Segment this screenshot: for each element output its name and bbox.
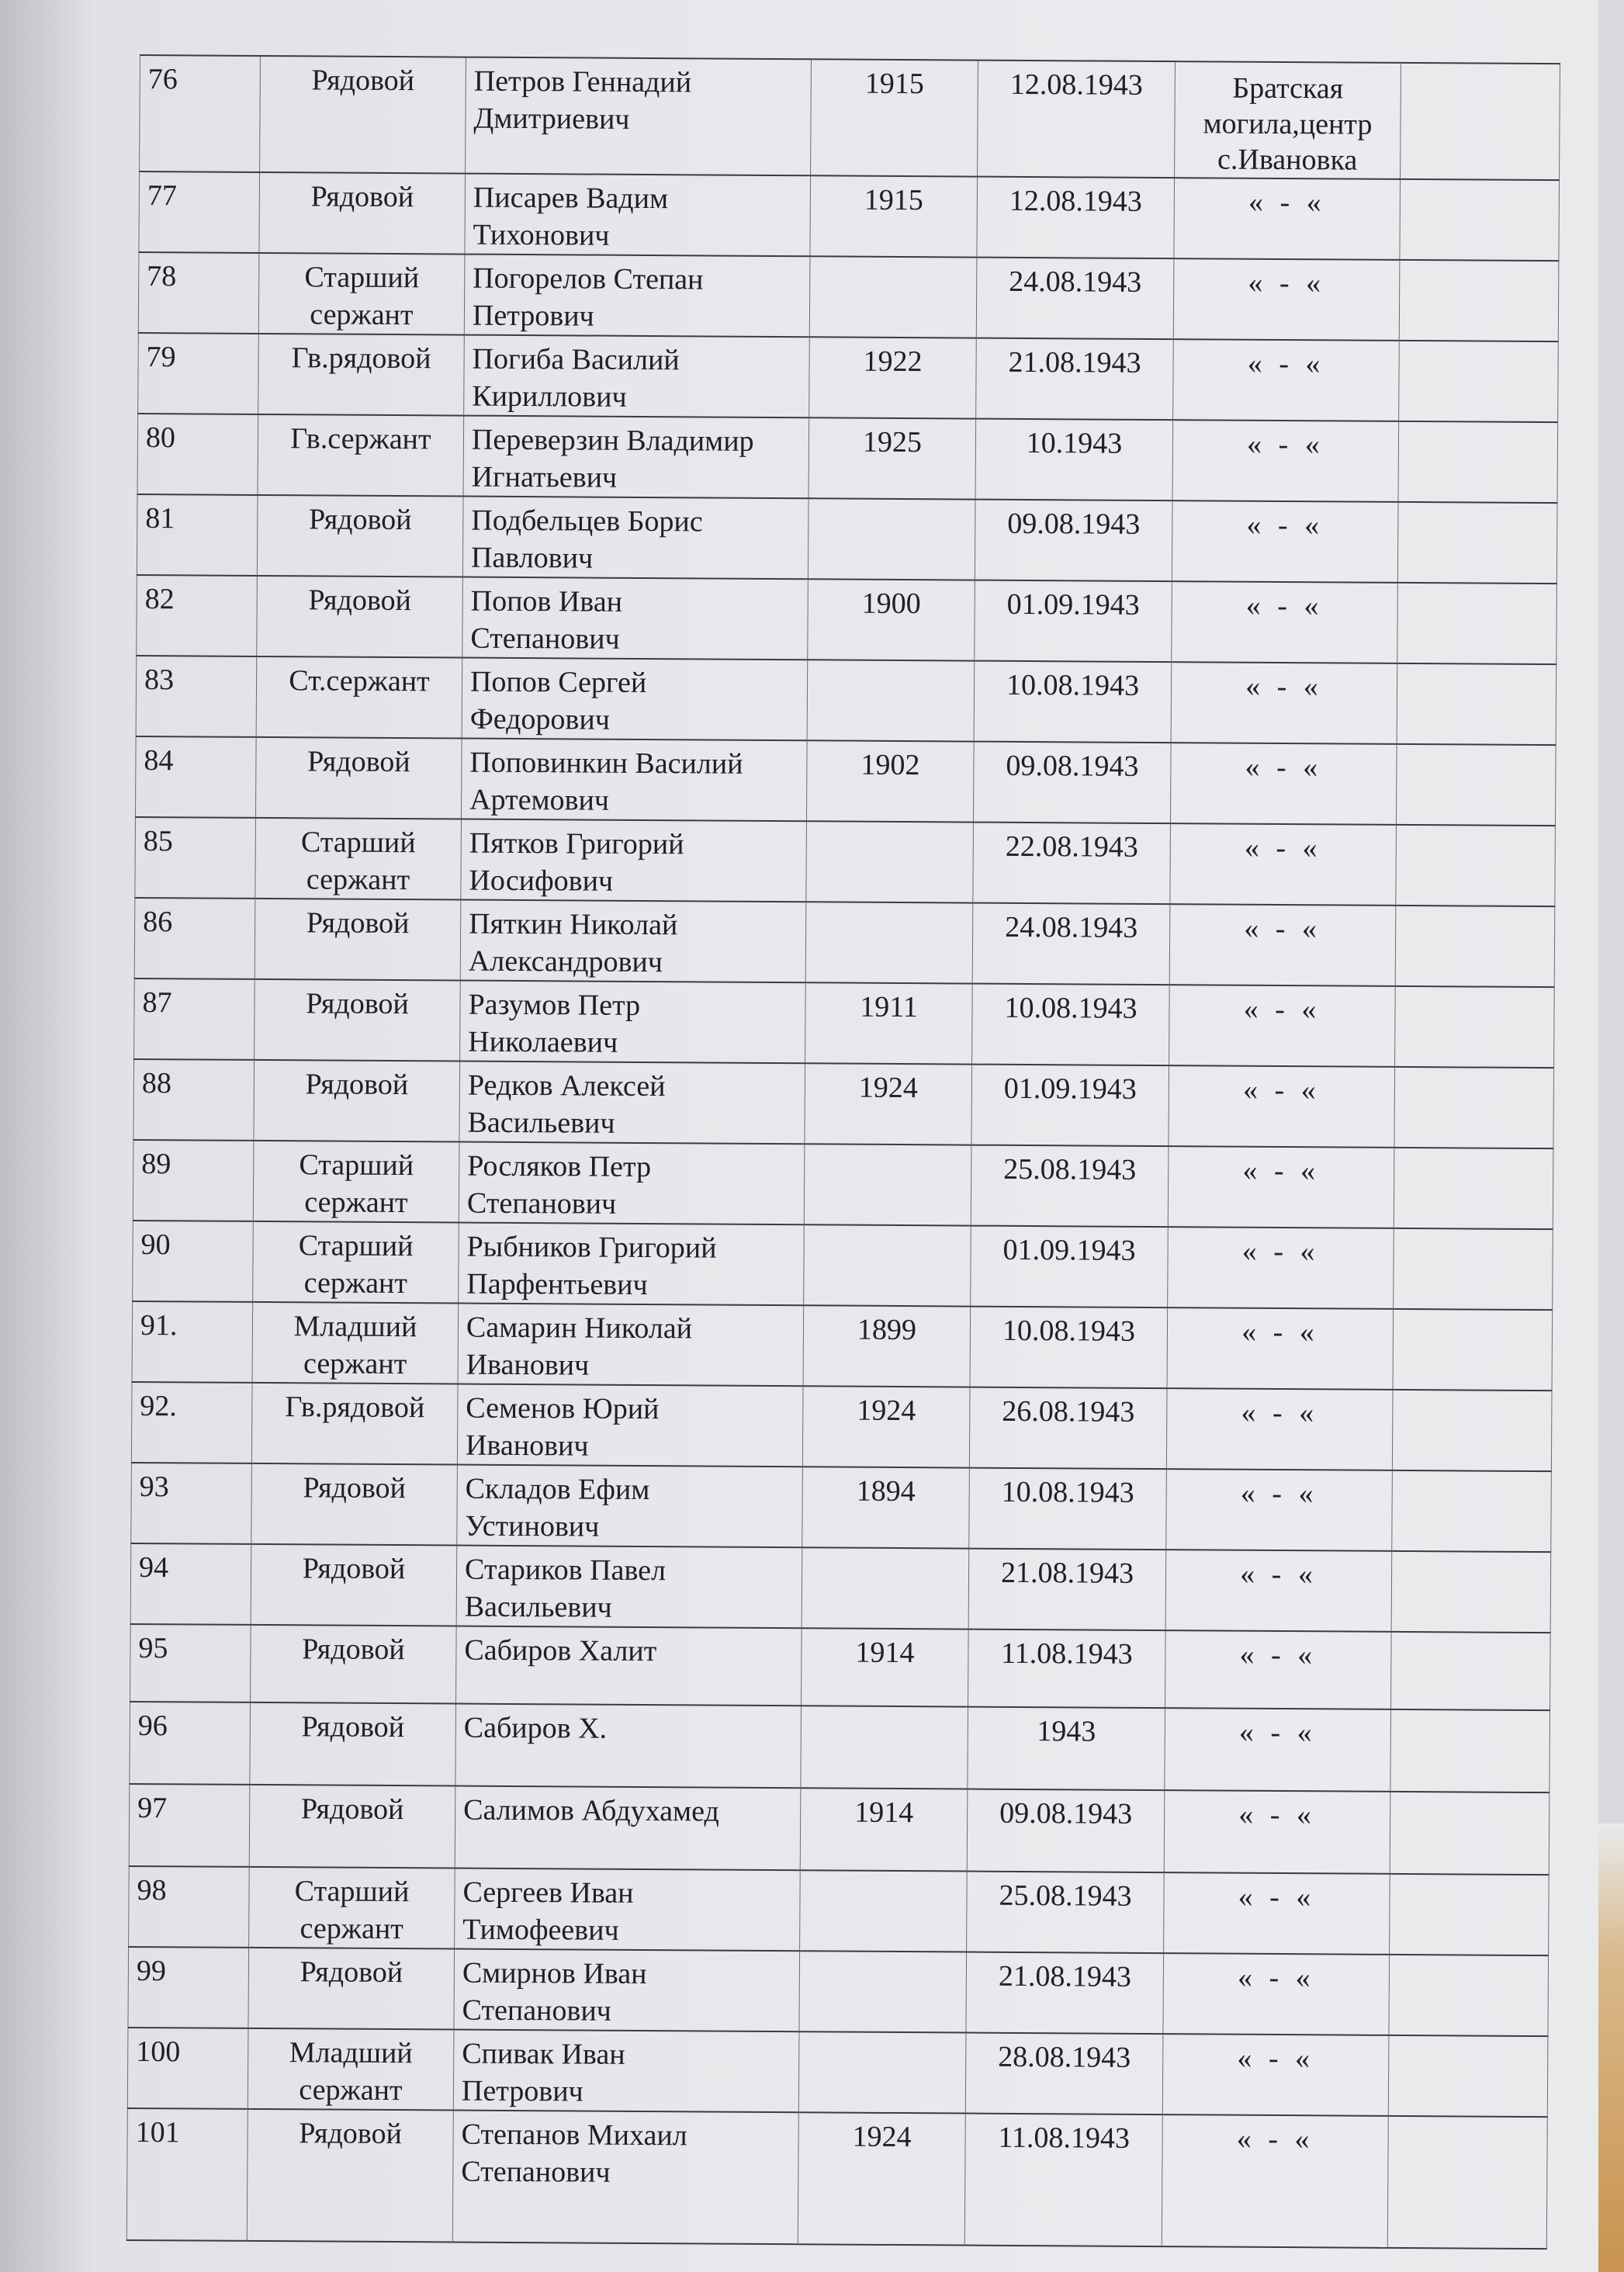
death-date: 11.08.1943 <box>968 1630 1166 1709</box>
full-name <box>457 1384 803 1467</box>
table-row <box>128 1947 1549 2036</box>
notes-cell <box>1395 906 1555 987</box>
military-rank: Старший сержант <box>249 1867 455 1949</box>
full-name <box>464 335 810 418</box>
name-line-2: Николаевич <box>468 1025 618 1059</box>
name-line-1: Степанов Михаил <box>461 2118 687 2153</box>
death-date: 25.08.1943 <box>967 1872 1165 1954</box>
name-line-2: Павлович <box>470 541 594 575</box>
row-number: 83 <box>136 656 257 737</box>
death-date: 26.08.1943 <box>969 1387 1167 1470</box>
death-date: 10.1943 <box>975 419 1173 501</box>
full-name <box>462 658 808 741</box>
table-row <box>134 898 1555 987</box>
name-line-1: Петров Геннадий <box>473 64 692 99</box>
birth-year: 1902 <box>806 740 974 822</box>
name-line-1: Салимов Абдухамед <box>463 1793 719 1828</box>
full-name <box>463 416 809 499</box>
birth-year <box>798 2031 966 2113</box>
burial-place: « - « <box>1167 1307 1394 1390</box>
birth-year <box>807 660 975 741</box>
full-name <box>453 2030 799 2113</box>
roster-body <box>126 55 1560 2249</box>
table-row <box>133 1059 1554 1148</box>
death-date: 12.08.1943 <box>978 61 1176 178</box>
birth-year <box>802 1547 969 1629</box>
name-line-1: Поповинкин Василий <box>469 746 743 781</box>
death-date: 09.08.1943 <box>967 1789 1165 1873</box>
notes-cell <box>1392 1470 1552 1552</box>
notes-cell <box>1394 1067 1554 1148</box>
notes-cell <box>1393 1309 1553 1391</box>
military-rank: Гв.сержант <box>258 414 464 497</box>
death-date: 28.08.1943 <box>965 2033 1163 2115</box>
notes-cell <box>1394 1228 1553 1310</box>
military-rank: Ст.сержант <box>256 656 462 739</box>
row-number: 80 <box>137 414 258 495</box>
table-row <box>140 55 1560 180</box>
name-line-2: Игнатьевич <box>471 460 618 494</box>
burial-place: « - « <box>1174 178 1401 260</box>
death-date: 12.08.1943 <box>977 177 1175 259</box>
full-name <box>462 577 809 660</box>
table-row <box>130 1702 1550 1792</box>
burial-place: « - « <box>1171 662 1397 744</box>
military-rank: Рядовой <box>251 1544 457 1626</box>
notes-cell <box>1390 1792 1550 1875</box>
notes-cell <box>1390 1709 1550 1792</box>
notes-cell <box>1397 663 1556 745</box>
name-line-1: Сабиров Х. <box>463 1711 608 1745</box>
notes-cell <box>1389 1955 1549 2036</box>
birth-year <box>808 498 975 580</box>
birth-year <box>806 821 974 902</box>
death-date: 01.09.1943 <box>971 1226 1169 1308</box>
full-name <box>459 1223 805 1306</box>
full-name <box>459 1142 805 1225</box>
row-number: 92. <box>131 1382 252 1463</box>
name-line-1: Рыбников Григорий <box>466 1230 717 1265</box>
row-number: 93 <box>131 1463 252 1544</box>
notes-cell <box>1401 63 1560 180</box>
full-name <box>466 57 812 176</box>
military-rank: Рядовой <box>248 1948 455 2030</box>
death-date: 21.08.1943 <box>968 1549 1166 1631</box>
paper-shadow <box>0 0 93 2272</box>
full-name <box>459 1062 805 1145</box>
notes-cell <box>1392 1390 1552 1471</box>
death-date: 25.08.1943 <box>971 1145 1169 1228</box>
row-number: 76 <box>140 55 261 172</box>
row-number: 96 <box>130 1702 251 1785</box>
row-number: 79 <box>138 333 259 414</box>
birth-year: 1922 <box>809 337 977 418</box>
military-rank: Рядовой <box>249 1785 455 1869</box>
burial-place: « - « <box>1163 1953 1390 2035</box>
death-date: 10.08.1943 <box>969 1468 1167 1550</box>
full-name <box>460 981 806 1064</box>
name-line-1: Редков Алексей <box>467 1068 666 1103</box>
military-rank: Старший сержант <box>258 253 465 335</box>
military-rank: Гв.рядовой <box>251 1383 458 1465</box>
name-line-1: Попов Сергей <box>469 665 647 700</box>
name-line-1: Погорелов Степан <box>473 261 704 296</box>
military-rank: Рядовой <box>247 2109 453 2243</box>
name-line-1: Складов Ефим <box>465 1472 650 1507</box>
death-date: 01.09.1943 <box>971 1065 1169 1147</box>
birth-year <box>800 1870 968 1952</box>
notes-cell <box>1397 502 1557 584</box>
death-date: 1943 <box>968 1707 1165 1791</box>
name-line-2: Степанович <box>470 622 620 656</box>
name-line-1: Стариков Павел <box>464 1553 667 1588</box>
burial-place: Братская могила,центр с.Ивановка <box>1175 61 1401 179</box>
burial-place: « - « <box>1170 743 1397 825</box>
military-rank: Рядовой <box>255 737 462 819</box>
burial-place: « - « <box>1165 1630 1392 1709</box>
full-name <box>461 739 807 822</box>
row-number: 84 <box>135 736 256 818</box>
table-row <box>138 252 1559 341</box>
name-line-2: Степанович <box>461 2155 611 2189</box>
name-line-1: Спивак Иван <box>462 2037 625 2071</box>
row-number: 91. <box>132 1301 253 1383</box>
notes-cell <box>1396 825 1556 906</box>
name-line-1: Попов Иван <box>470 584 623 618</box>
burial-place: « - « <box>1172 581 1398 663</box>
birth-year: 1915 <box>810 175 978 257</box>
military-rank: Младший сержант <box>248 2028 454 2111</box>
notes-cell <box>1387 2116 1547 2249</box>
birth-year: 1894 <box>802 1467 970 1548</box>
name-line-1: Пяткин Николай <box>469 907 678 942</box>
name-line-1: Погиба Василий <box>472 342 680 377</box>
birth-year: 1915 <box>811 59 978 176</box>
table-row <box>135 817 1556 906</box>
row-number: 90 <box>133 1221 254 1302</box>
notes-cell <box>1395 986 1555 1068</box>
burial-place: « - « <box>1172 500 1398 583</box>
burial-place: « - « <box>1169 985 1396 1067</box>
death-date: 21.08.1943 <box>966 1952 1164 2035</box>
military-rank: Рядовой <box>255 899 461 981</box>
military-rank: Старший сержант <box>253 1141 459 1223</box>
name-line-2: Петрович <box>461 2074 583 2108</box>
table-row <box>137 414 1558 503</box>
military-rank: Рядовой <box>257 495 463 577</box>
notes-cell <box>1396 744 1556 826</box>
military-rank: Рядовой <box>259 172 466 255</box>
full-name <box>458 1304 804 1387</box>
name-line-1: Смирнов Иван <box>462 1956 647 1991</box>
row-number: 97 <box>129 1784 250 1867</box>
burial-place: « - « <box>1165 1708 1391 1792</box>
birth-year: 1914 <box>802 1628 969 1706</box>
notes-cell <box>1397 583 1557 664</box>
notes-cell <box>1399 260 1559 341</box>
military-rank: Старший сержант <box>253 1221 459 1304</box>
birth-year <box>804 1144 971 1225</box>
burial-place: « - « <box>1172 420 1399 502</box>
name-line-2: Тимофеевич <box>462 1913 619 1947</box>
full-name <box>454 1949 800 2032</box>
military-rank: Младший сержант <box>252 1302 459 1384</box>
military-rank: Рядовой <box>251 1625 457 1704</box>
row-number: 88 <box>133 1059 255 1141</box>
table-row <box>134 978 1555 1068</box>
burial-place: « - « <box>1164 1872 1390 1955</box>
notes-cell <box>1391 1551 1551 1633</box>
wooden-surface-edge <box>1598 1823 1624 2272</box>
name-line-1: Разумов Петр <box>468 988 641 1022</box>
row-number: 81 <box>137 494 258 576</box>
name-line-2: Тихонович <box>473 218 610 252</box>
full-name <box>452 2111 798 2245</box>
full-name <box>462 497 809 580</box>
table-row <box>138 333 1559 422</box>
full-name <box>460 900 806 983</box>
burial-roster-table <box>126 54 1560 2249</box>
name-line-2: Иосифович <box>469 864 614 898</box>
birth-year: 1914 <box>800 1788 968 1871</box>
row-number: 82 <box>137 575 258 656</box>
birth-year: 1911 <box>805 982 973 1064</box>
name-line-2: Васильевич <box>464 1590 612 1624</box>
table-row <box>131 1382 1552 1471</box>
name-line-1: Писарев Вадим <box>473 181 669 216</box>
birth-year: 1924 <box>802 1386 970 1467</box>
name-line-2: Устинович <box>465 1509 600 1543</box>
military-rank: Рядовой <box>260 56 466 174</box>
death-date: 21.08.1943 <box>976 338 1174 421</box>
name-line-1: Сабиров Халит <box>464 1633 657 1668</box>
name-line-1: Росляков Петр <box>467 1149 652 1184</box>
table-row <box>132 1301 1553 1391</box>
name-line-2: Дмитриевич <box>473 102 630 136</box>
birth-year <box>805 902 973 983</box>
death-date: 01.09.1943 <box>975 580 1172 663</box>
burial-place: « - « <box>1166 1388 1393 1470</box>
table-row <box>130 1624 1551 1710</box>
burial-place: « - « <box>1168 1146 1394 1228</box>
notes-cell <box>1394 1148 1553 1229</box>
full-name <box>456 1546 802 1629</box>
name-line-2: Федорович <box>469 702 611 736</box>
row-number: 99 <box>128 1947 249 2028</box>
row-number: 89 <box>133 1140 254 1221</box>
row-number: 94 <box>130 1543 251 1625</box>
table-row <box>136 656 1556 745</box>
name-line-1: Семенов Юрий <box>466 1391 660 1426</box>
birth-year: 1899 <box>803 1305 971 1387</box>
military-rank: Рядовой <box>251 1463 458 1546</box>
burial-place: « - « <box>1173 258 1400 341</box>
full-name <box>457 1465 803 1548</box>
name-line-2: Петрович <box>472 299 594 333</box>
row-number: 95 <box>130 1624 251 1702</box>
death-date: 24.08.1943 <box>976 258 1174 340</box>
birth-year: 1924 <box>798 2112 965 2245</box>
death-date: 24.08.1943 <box>972 903 1170 985</box>
death-date: 11.08.1943 <box>964 2114 1162 2247</box>
birth-year <box>809 256 977 338</box>
table-row <box>126 2108 1547 2249</box>
birth-year <box>804 1224 971 1306</box>
birth-year: 1900 <box>808 579 975 660</box>
full-name <box>464 255 810 338</box>
notes-cell <box>1400 179 1560 261</box>
death-date: 10.08.1943 <box>974 661 1172 743</box>
burial-place: « - « <box>1166 1469 1393 1551</box>
burial-place: « - « <box>1170 823 1397 906</box>
birth-year <box>799 1951 967 2032</box>
burial-place: « - « <box>1165 1550 1392 1632</box>
row-number: 100 <box>127 2028 248 2109</box>
military-rank: Старший сержант <box>255 818 462 900</box>
death-date: 09.08.1943 <box>973 742 1171 824</box>
notes-cell <box>1399 341 1559 422</box>
table-row <box>127 2028 1548 2117</box>
row-number: 78 <box>138 252 259 334</box>
row-number: 87 <box>134 978 255 1060</box>
table-row <box>137 494 1557 584</box>
death-date: 09.08.1943 <box>975 500 1172 582</box>
burial-place: « - « <box>1162 2034 1389 2116</box>
name-line-1: Пятков Григорий <box>469 826 684 861</box>
military-rank: Рядовой <box>255 979 461 1062</box>
name-line-2: Степанович <box>466 1186 617 1221</box>
table-row <box>137 575 1557 664</box>
birth-year <box>801 1706 968 1789</box>
row-number: 86 <box>134 898 255 979</box>
table-row <box>139 171 1560 261</box>
table-row <box>133 1140 1553 1229</box>
burial-place: « - « <box>1169 1065 1395 1148</box>
death-date: 22.08.1943 <box>973 823 1171 905</box>
full-name <box>455 1869 801 1952</box>
full-name <box>465 174 811 257</box>
table-row <box>129 1866 1550 1955</box>
death-date: 10.08.1943 <box>970 1307 1168 1389</box>
military-rank: Рядовой <box>257 576 463 658</box>
row-number: 98 <box>129 1866 250 1948</box>
row-number: 101 <box>126 2108 248 2241</box>
table-row <box>131 1463 1552 1552</box>
name-line-2: Александрович <box>468 944 663 979</box>
name-line-2: Парфентьевич <box>466 1267 648 1302</box>
full-name <box>455 1704 802 1789</box>
name-line-2: Иванович <box>466 1348 590 1382</box>
name-line-1: Подбельцев Борис <box>471 504 703 539</box>
notes-cell <box>1388 2035 1548 2117</box>
burial-place: « - « <box>1164 1790 1390 1874</box>
full-name <box>455 1786 801 1871</box>
table-row <box>129 1784 1550 1875</box>
table-row <box>133 1221 1553 1310</box>
death-date: 10.08.1943 <box>972 984 1170 1066</box>
burial-place: « - « <box>1173 339 1400 421</box>
notes-cell <box>1391 1632 1551 1710</box>
burial-place: « - « <box>1169 904 1396 986</box>
row-number: 85 <box>135 817 256 899</box>
name-line-1: Переверзин Владимир <box>471 423 754 458</box>
table-row <box>130 1543 1551 1633</box>
full-name <box>456 1626 802 1706</box>
burial-place: « - « <box>1168 1227 1394 1309</box>
birth-year: 1924 <box>805 1063 972 1145</box>
name-line-1: Самарин Николай <box>466 1311 693 1346</box>
name-line-2: Иванович <box>465 1429 589 1463</box>
name-line-2: Васильевич <box>467 1106 615 1140</box>
notes-cell <box>1390 1874 1550 1955</box>
name-line-2: Артемович <box>469 783 610 817</box>
full-name <box>461 819 807 902</box>
table-row <box>135 736 1556 826</box>
notes-cell <box>1398 421 1558 503</box>
burial-place: « - « <box>1162 2114 1388 2248</box>
military-rank: Рядовой <box>250 1702 456 1786</box>
name-line-1: Сергеев Иван <box>462 1875 634 1910</box>
row-number: 77 <box>139 171 260 253</box>
military-rank: Рядовой <box>254 1060 460 1142</box>
military-rank: Гв.рядовой <box>258 334 465 416</box>
birth-year: 1925 <box>809 417 976 499</box>
name-line-2: Кириллович <box>472 379 627 414</box>
name-line-2: Степанович <box>462 1993 611 2028</box>
